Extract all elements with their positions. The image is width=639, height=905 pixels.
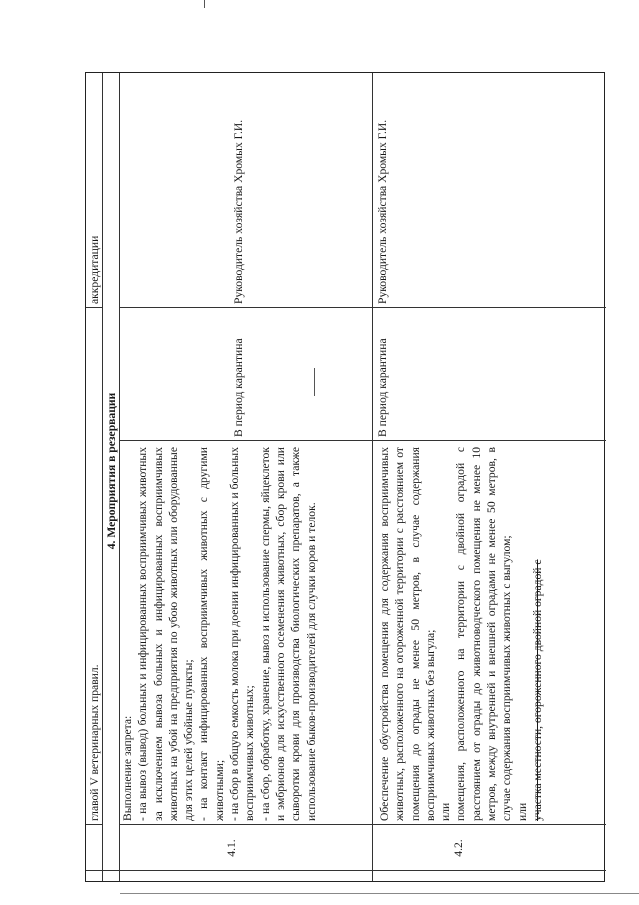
responsible-text: Руководитель хозяйства Хромых Г.И. bbox=[232, 119, 245, 304]
quarantine-measures-table bbox=[85, 72, 605, 882]
measure-item: помещения, расположенного на территории с двойной оградой с расстоянием от ограды до животноводческого помещения не менее 10 метров, между внутренней и внешней оградами не менее 50 метров, в случае содержания восприимчивых животных с выгулом; bbox=[454, 447, 514, 821]
table-row bbox=[373, 73, 606, 881]
measure-item: Обеспечение обустройства помещения для содержания восприимчивых животных, расположенного на огороженной территории с расстоянием от помещения до ограды не менее 50 метров, в случае содержания восприимчивых животных без выгула; bbox=[378, 447, 437, 821]
number-cell bbox=[86, 871, 102, 881]
measure-description bbox=[377, 447, 606, 821]
number-cell bbox=[86, 825, 102, 871]
measure-item: - на сбор, обработку, хранение, вывоз и использование спермы, яйцеклеток и эмбрионов для искусственного осеменения животных, сбор крови или сыворотки крови для производства биологических препаратов, а также использование быков-производителей для случки коров и телок. bbox=[258, 447, 318, 821]
measure-item: или bbox=[439, 802, 453, 821]
measure-description bbox=[120, 447, 372, 821]
scan-edge-bottom bbox=[120, 893, 639, 894]
measure-title: Выполнение запрета: bbox=[121, 715, 134, 821]
term-text: В период карантина bbox=[376, 338, 389, 437]
section-heading: 4. Мероприятия в резервации bbox=[105, 392, 118, 550]
term-text: В период карантина bbox=[232, 338, 245, 437]
section-heading-row bbox=[103, 73, 120, 881]
measure-item: - на сбор в общую емкость молока при доении инфицированных и больных восприимчивых животных; bbox=[228, 447, 257, 821]
table-row bbox=[120, 73, 373, 881]
measure-item: - на контакт инфицированных восприимчивых животных с другими животными; bbox=[197, 447, 226, 821]
row-number: 4.2. bbox=[452, 839, 465, 857]
measure-item: или bbox=[515, 802, 529, 821]
table-row-previous bbox=[86, 73, 103, 881]
previous-row-right-text: аккредитации bbox=[88, 235, 101, 304]
row-number: 4.1. bbox=[225, 839, 238, 857]
previous-row-text: главой V ветеринарных правил. bbox=[88, 664, 101, 821]
measure-item-cut: участка местности, огороженного двойной оградой с bbox=[530, 559, 544, 821]
measure-item: - на вывоз (вывод) больных и инфицированных восприимчивых животных за исключением вывоза больных и инфицированных восприимчивых животных на убой на предприятия по убою животных или оборудованные для этих целей убойные пункты; bbox=[136, 447, 196, 821]
scan-edge-top bbox=[204, 0, 205, 8]
responsible-text: Руководитель хозяйства Хромых Г.И. bbox=[376, 119, 389, 304]
